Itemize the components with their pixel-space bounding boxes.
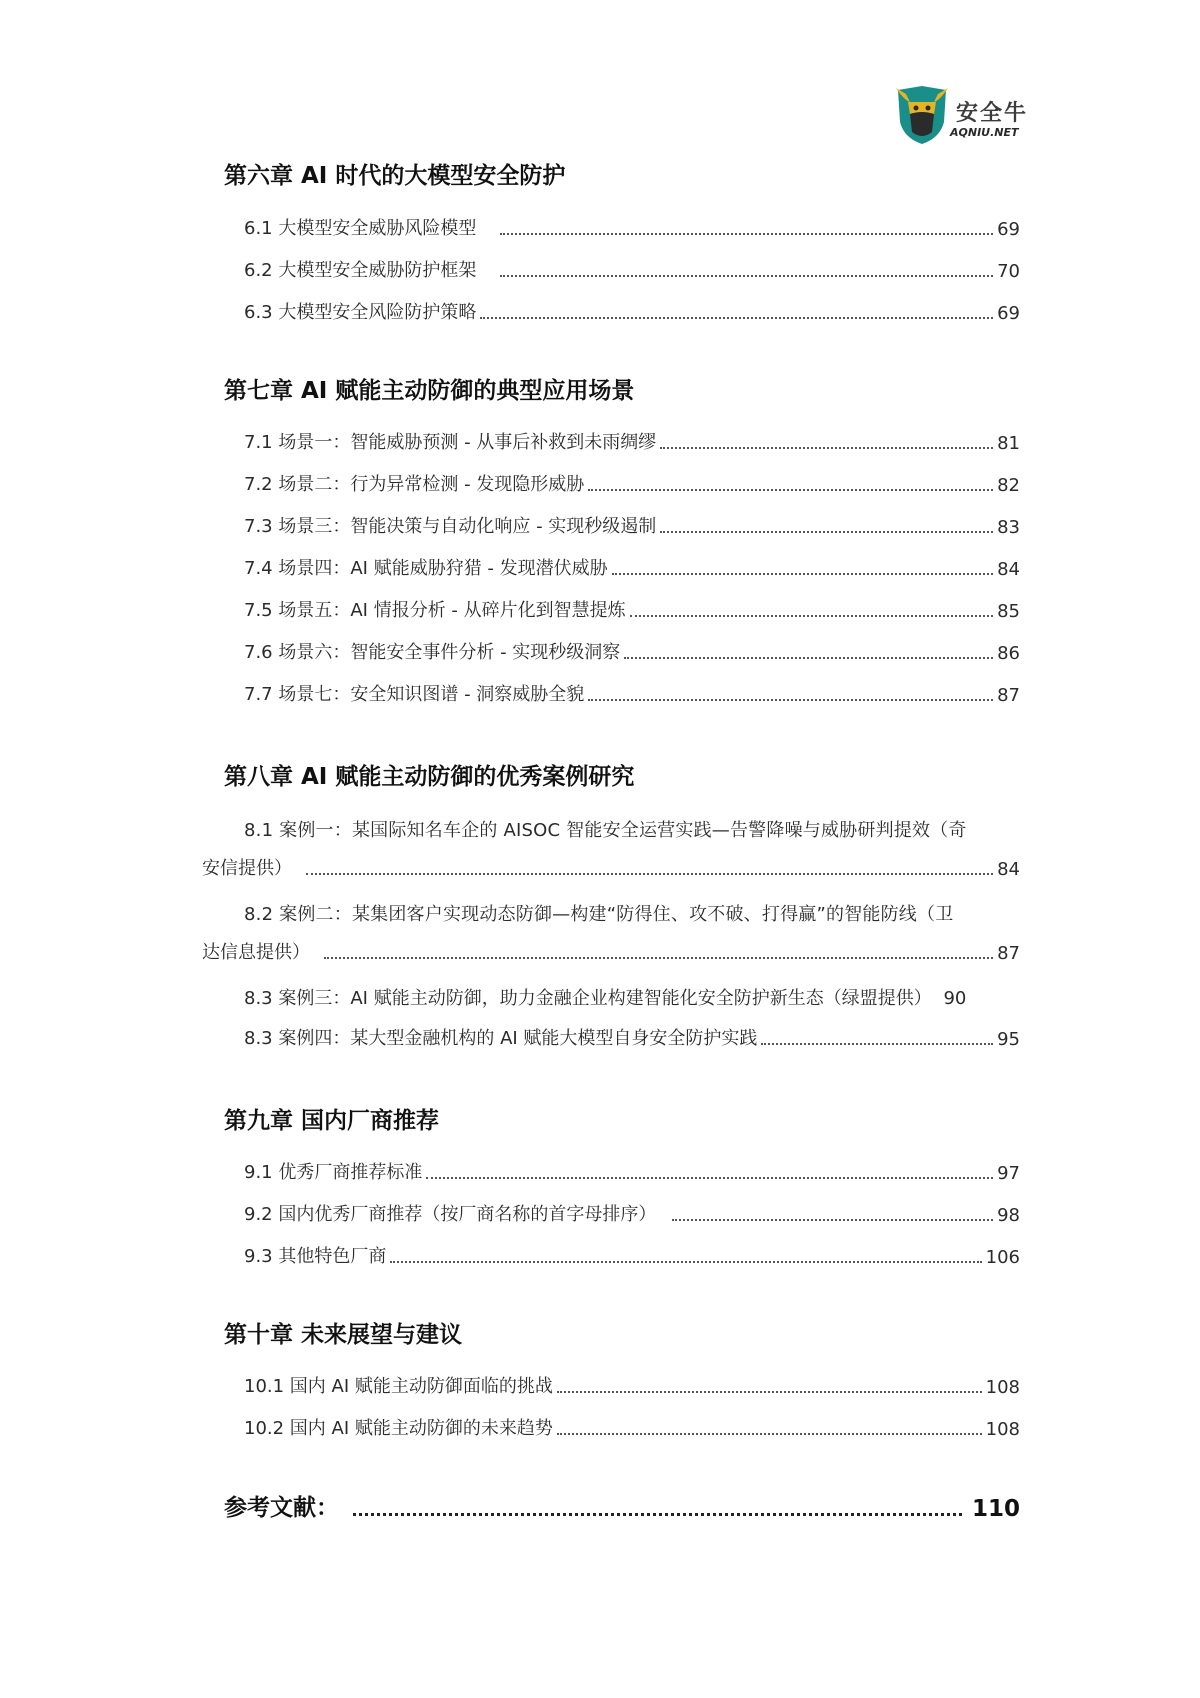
toc-entry-label: 10.2 国内 AI 赋能主动防御的未来趋势 xyxy=(244,1418,553,1439)
toc-entry-label: 9.3 其他特色厂商 xyxy=(244,1246,387,1267)
toc-entry[interactable] xyxy=(244,1024,1020,1050)
toc-page-number: 108 xyxy=(985,1419,1020,1440)
dot-leader xyxy=(353,1513,962,1516)
toc-entry-label: 7.4 场景四：AI 赋能威胁狩猎 - 发现潜伏威胁 xyxy=(244,558,608,579)
chapter-10-title[interactable]: 第十章 未来展望与建议 xyxy=(224,1322,463,1348)
dot-leader xyxy=(588,699,993,701)
toc-page-number: 69 xyxy=(997,219,1020,240)
dot-leader xyxy=(426,1177,993,1179)
dot-leader xyxy=(588,489,993,491)
brand-url: AQNIU.NET xyxy=(950,126,1019,139)
references-entry[interactable] xyxy=(224,1490,1020,1522)
toc-entry-label: 7.1 场景一：智能威胁预测 - 从事后补救到未雨绸缪 xyxy=(244,432,657,453)
dot-leader xyxy=(660,447,993,449)
toc-entry[interactable] xyxy=(244,512,1020,538)
toc-page-number: 98 xyxy=(997,1205,1020,1226)
toc-page-number: 108 xyxy=(985,1377,1020,1398)
toc-entry[interactable] xyxy=(244,470,1020,496)
toc-entry[interactable] xyxy=(244,256,1020,282)
dot-leader xyxy=(672,1219,993,1221)
toc-entry-label: 8.3 案例三：AI 赋能主动防御，助力金融企业构建智能化安全防护新生态（绿盟提供） xyxy=(244,988,932,1009)
dot-leader xyxy=(660,531,993,533)
dot-leader xyxy=(612,573,993,575)
toc-entry-label: 达信息提供） xyxy=(202,942,310,963)
toc-page-number: 97 xyxy=(997,1163,1020,1184)
dot-leader xyxy=(557,1391,982,1393)
dot-leader xyxy=(630,615,993,617)
toc-page-number: 81 xyxy=(997,433,1020,454)
toc-page-number: 106 xyxy=(985,1247,1020,1268)
toc-entry-label: 7.6 场景六：智能安全事件分析 - 实现秒级洞察 xyxy=(244,642,621,663)
toc-page-number: 84 xyxy=(997,859,1020,880)
toc-entry[interactable] xyxy=(202,854,1020,880)
toc-page-number: 87 xyxy=(997,943,1020,964)
toc-entry[interactable] xyxy=(244,1200,1020,1226)
toc-page-number: 82 xyxy=(997,475,1020,496)
toc-page-number: 87 xyxy=(997,685,1020,706)
toc-entry[interactable] xyxy=(244,1372,1020,1398)
toc-entry[interactable] xyxy=(244,214,1020,240)
toc-entry-label: 9.2 国内优秀厂商推荐（按厂商名称的首字母排序） xyxy=(244,1204,657,1225)
toc-page-number: 69 xyxy=(997,303,1020,324)
toc-entry-label: 6.3 大模型安全风险防护策略 xyxy=(244,302,477,323)
references-label: 参考文献： xyxy=(224,1495,339,1521)
references-page-number: 110 xyxy=(971,1496,1020,1522)
toc-entry-label: 7.2 场景二：行为异常检测 - 发现隐形威胁 xyxy=(244,474,585,495)
toc-entry-line1[interactable]: 8.2 案例二：某集团客户实现动态防御—构建“防得住、攻不破、打得赢”的智能防线（卫 xyxy=(244,904,954,925)
dot-leader xyxy=(761,1043,993,1045)
toc-page-number: 85 xyxy=(997,601,1020,622)
toc-entry-label: 安信提供） xyxy=(202,858,292,879)
dot-leader xyxy=(500,275,993,277)
toc-entry[interactable] xyxy=(244,638,1020,664)
toc-page-number: 70 xyxy=(997,261,1020,282)
toc-page-number: 90 xyxy=(943,988,967,1009)
chapter-9-title[interactable]: 第九章 国内厂商推荐 xyxy=(224,1108,440,1134)
dot-leader xyxy=(557,1433,982,1435)
toc-entry[interactable] xyxy=(244,680,1020,706)
toc-entry-line1[interactable]: 8.1 案例一：某国际知名车企的 AISOC 智能安全运营实践—告警降噪与威胁研判提效（奇 xyxy=(244,820,967,841)
brand-logo xyxy=(894,84,1034,146)
dot-leader xyxy=(480,317,993,319)
dot-leader xyxy=(500,233,993,235)
toc-entry-label: 6.1 大模型安全威胁风险模型 xyxy=(244,218,477,239)
dot-leader xyxy=(306,873,993,875)
dot-leader xyxy=(390,1261,981,1263)
toc-entry[interactable] xyxy=(244,428,1020,454)
dot-leader xyxy=(624,657,993,659)
toc-entry-label: 6.2 大模型安全威胁防护框架 xyxy=(244,260,477,281)
brand-name: 安全牛 xyxy=(956,101,1029,126)
toc-entry-label: 7.5 场景五：AI 情报分析 - 从碎片化到智慧提炼 xyxy=(244,600,626,621)
toc-entry[interactable] xyxy=(244,1158,1020,1184)
toc-entry-label: 9.1 优秀厂商推荐标准 xyxy=(244,1162,423,1183)
toc-entry[interactable] xyxy=(244,554,1020,580)
chapter-7-title[interactable]: 第七章 AI 赋能主动防御的典型应用场景 xyxy=(224,378,635,404)
toc-entry[interactable] xyxy=(244,984,966,1010)
toc-entry[interactable] xyxy=(202,938,1020,964)
toc-page-number: 83 xyxy=(997,517,1020,538)
toc-entry-label: 7.7 场景七：安全知识图谱 - 洞察威胁全貌 xyxy=(244,684,585,705)
toc-page-number: 84 xyxy=(997,559,1020,580)
toc-entry[interactable] xyxy=(244,1414,1020,1440)
dot-leader xyxy=(324,957,993,959)
toc-entry[interactable] xyxy=(244,596,1020,622)
toc-entry[interactable] xyxy=(244,298,1020,324)
bull-shield-icon xyxy=(894,84,950,146)
toc-page-number: 86 xyxy=(997,643,1020,664)
toc-page-number: 95 xyxy=(997,1029,1020,1050)
toc-entry-label: 8.3 案例四：某大型金融机构的 AI 赋能大模型自身安全防护实践 xyxy=(244,1028,758,1049)
chapter-6-title[interactable]: 第六章 AI 时代的大模型安全防护 xyxy=(224,163,566,189)
toc-entry[interactable] xyxy=(244,1242,1020,1268)
chapter-8-title[interactable]: 第八章 AI 赋能主动防御的优秀案例研究 xyxy=(224,764,635,790)
toc-entry-label: 10.1 国内 AI 赋能主动防御面临的挑战 xyxy=(244,1376,553,1397)
toc-entry-label: 7.3 场景三：智能决策与自动化响应 - 实现秒级遏制 xyxy=(244,516,657,537)
